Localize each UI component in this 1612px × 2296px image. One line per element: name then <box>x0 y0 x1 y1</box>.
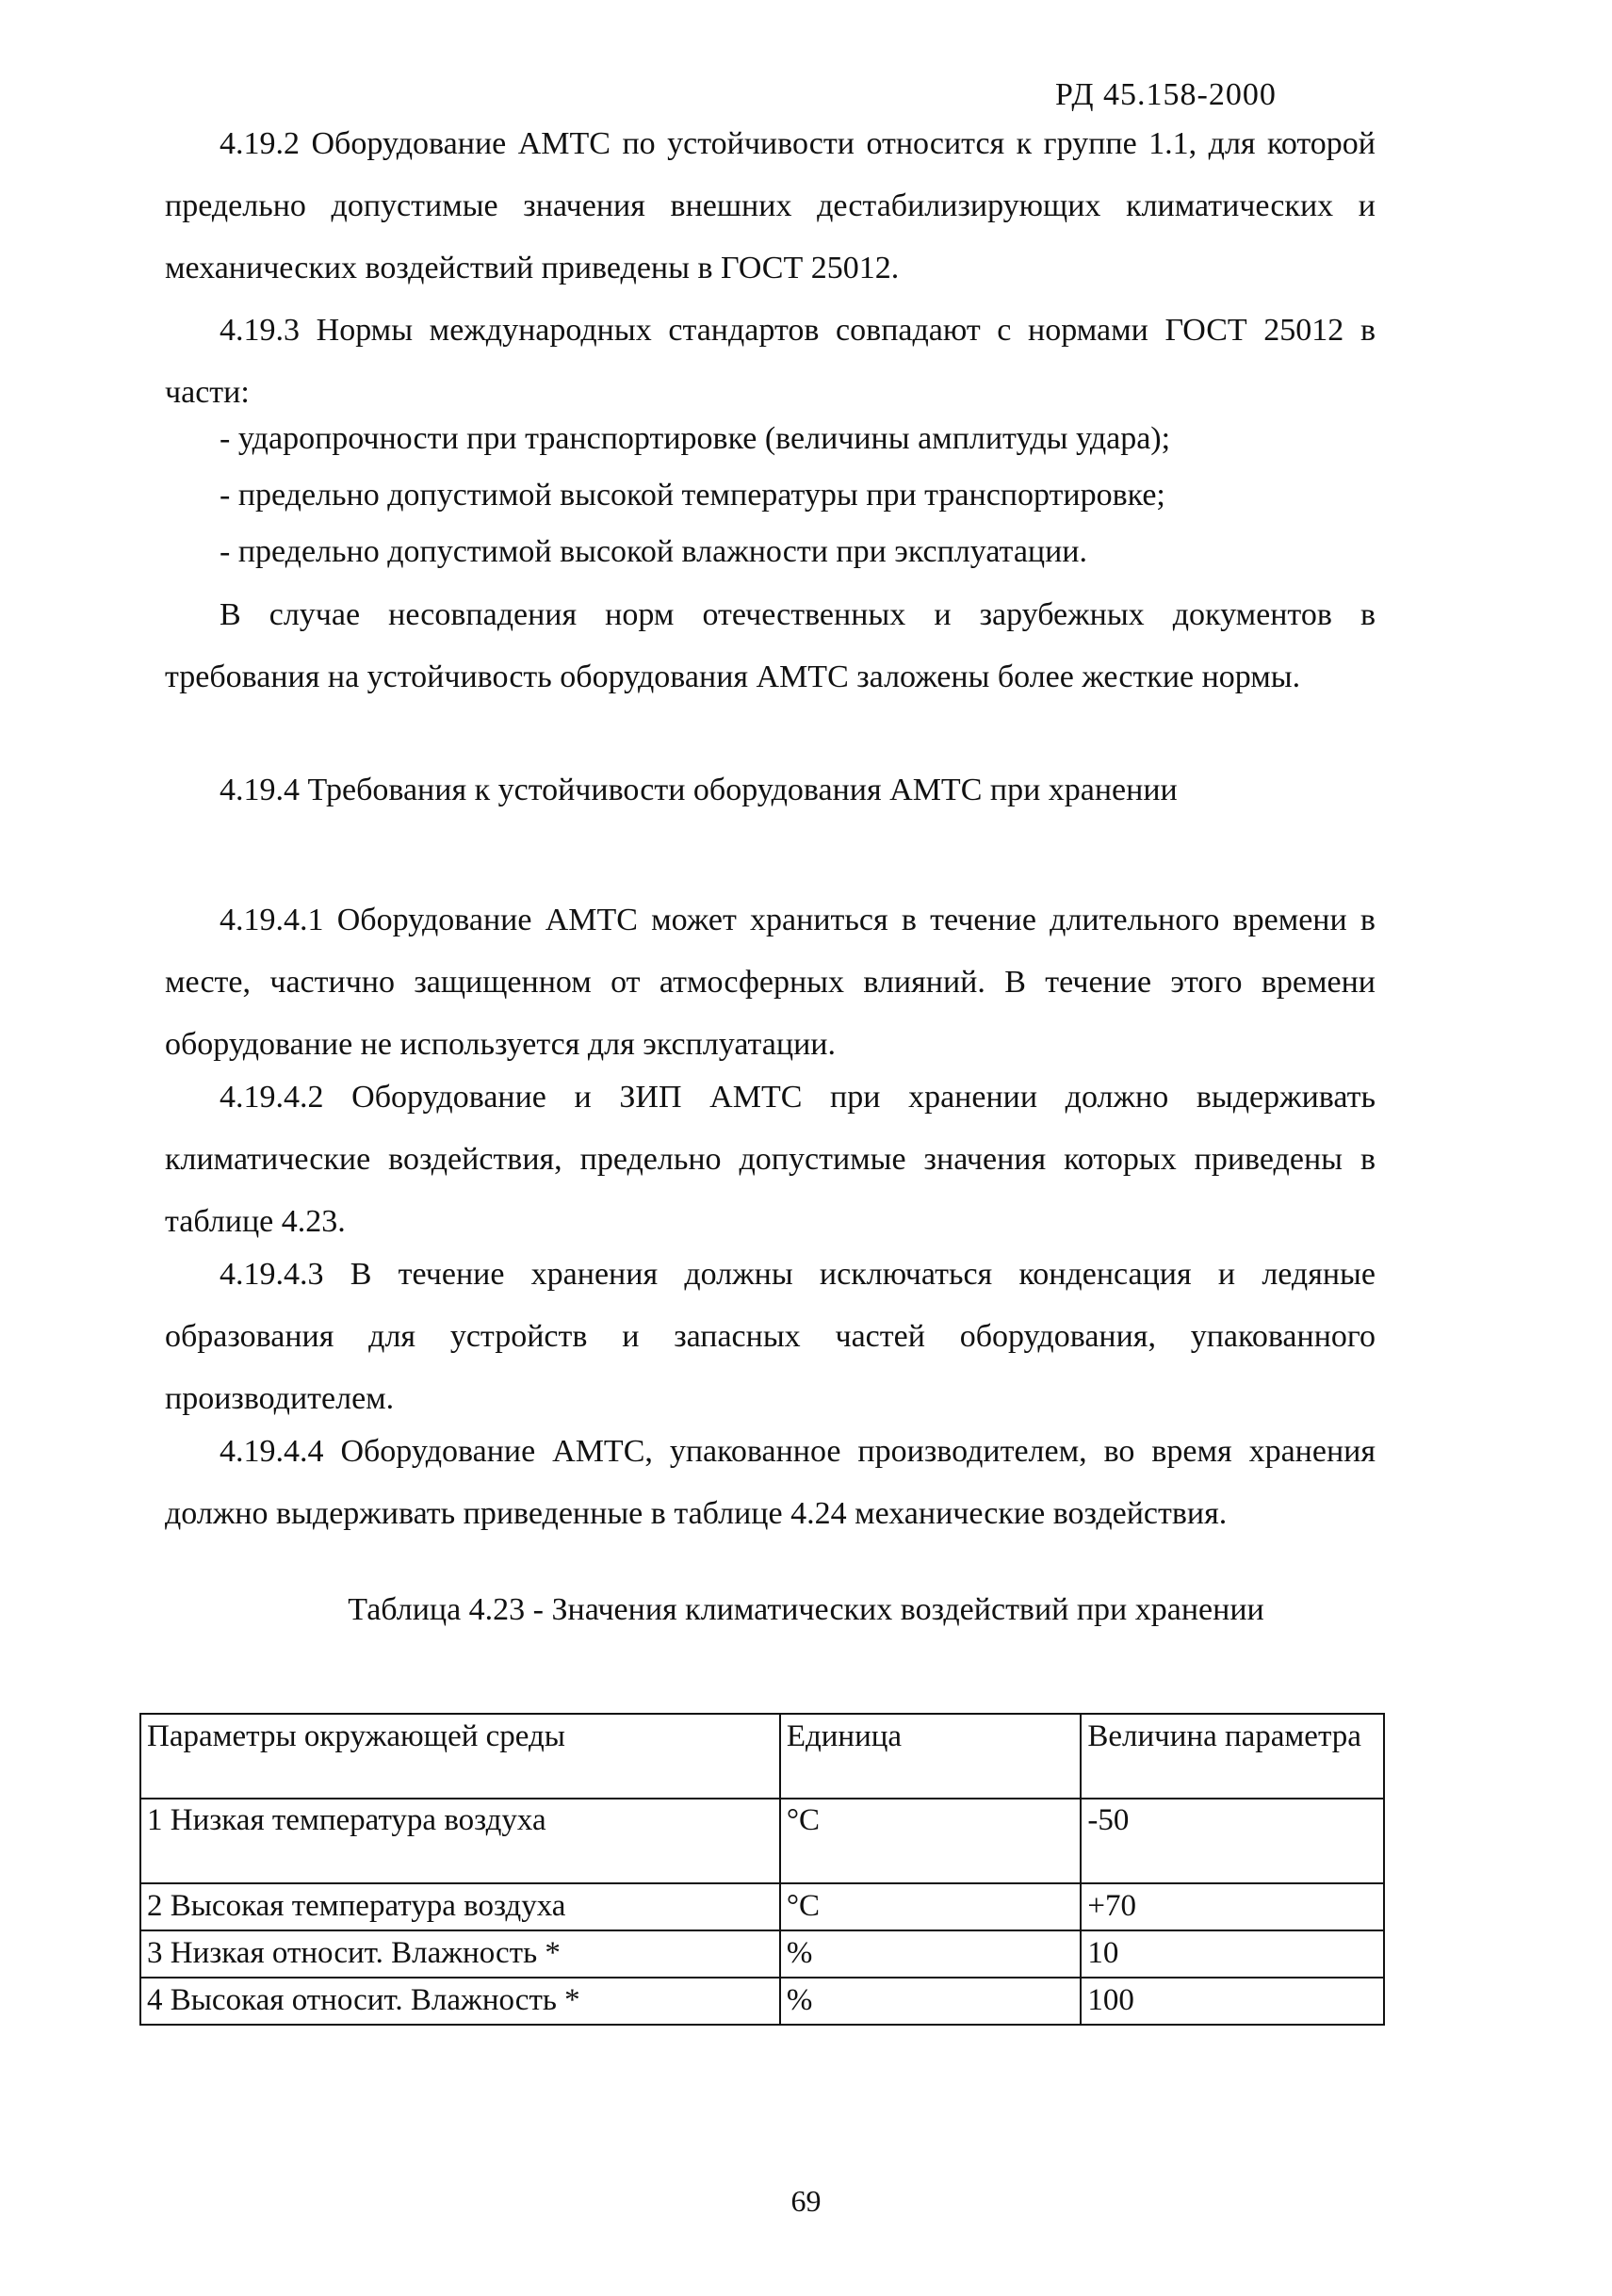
list-item: - ударопрочности при транспортировке (величины амплитуды удара); <box>220 421 1171 456</box>
paragraph-4-19-3: 4.19.3 Нормы международных стандартов совпадают с нормами ГОСТ 25012 в части: <box>165 313 1376 410</box>
table-header-row <box>140 1714 1384 1799</box>
table-row <box>140 1883 1384 1930</box>
table-cell: 1 Низкая температура воздуха <box>140 1799 780 1883</box>
paragraph-mismatch: В случае несовпадения норм отечественных и зарубежных документов в требования на устойчивость оборудования АМТС заложены более жесткие нормы. <box>165 597 1376 694</box>
table-cell: +70 <box>1081 1883 1384 1930</box>
table-cell: 2 Высокая температура воздуха <box>140 1883 780 1930</box>
document-code: РД 45.158-2000 <box>1055 77 1277 112</box>
section-heading-4-19-4: 4.19.4 Требования к устойчивости оборудования АМТС при хранении <box>220 773 1178 807</box>
table-header-cell: Параметры окружающей среды <box>140 1714 780 1799</box>
table-cell: 100 <box>1081 1978 1384 2025</box>
table-cell: 10 <box>1081 1930 1384 1978</box>
table-header-cell: Величина параметра <box>1081 1714 1384 1799</box>
table-cell: °C <box>780 1883 1082 1930</box>
paragraph-4-19-2: 4.19.2 Оборудование АМТС по устойчивости относится к группе 1.1, для которой предельно допустимые значения внешних дестабилизирующих климатических и механических воздействий приведены в ГОСТ 25012. <box>165 126 1376 285</box>
table-cell: 4 Высокая относит. Влажность * <box>140 1978 780 2025</box>
list-item: - предельно допустимой высокой температуры при транспортировке; <box>220 478 1165 513</box>
table-header-cell: Единица <box>780 1714 1082 1799</box>
page-number: 69 <box>790 2184 822 2218</box>
table-row <box>140 1799 1384 1883</box>
list-item: - предельно допустимой высокой влажности при эксплуатации. <box>220 534 1088 569</box>
paragraph-4-19-4-1: 4.19.4.1 Оборудование АМТС может храниться в течение длительного времени в месте, частично защищенном от атмосферных влияний. В течение этого времени оборудование не используется для эксплуатации. <box>165 903 1376 1062</box>
table-row <box>140 1978 1384 2025</box>
climatic-values-table <box>139 1713 1385 2026</box>
table-cell: % <box>780 1930 1082 1978</box>
paragraph-4-19-4-4: 4.19.4.4 Оборудование АМТС, упакованное производителем, во время хранения должно выдерживать приведенные в таблице 4.24 механические воздействия. <box>165 1434 1376 1531</box>
table-cell: % <box>780 1978 1082 2025</box>
table-cell: -50 <box>1081 1799 1384 1883</box>
table-row <box>140 1930 1384 1978</box>
paragraph-4-19-4-2: 4.19.4.2 Оборудование и ЗИП АМТС при хранении должно выдерживать климатические воздействия, предельно допустимые значения которых приведены в таблице 4.23. <box>165 1080 1376 1239</box>
table-caption: Таблица 4.23 - Значения климатических воздействий при хранении <box>348 1592 1264 1627</box>
table-cell: °C <box>780 1799 1082 1883</box>
paragraph-4-19-4-3: 4.19.4.3 В течение хранения должны исключаться конденсация и ледяные образования для устройств и запасных частей оборудования, упакованного производителем. <box>165 1257 1376 1416</box>
table-cell: 3 Низкая относит. Влажность * <box>140 1930 780 1978</box>
